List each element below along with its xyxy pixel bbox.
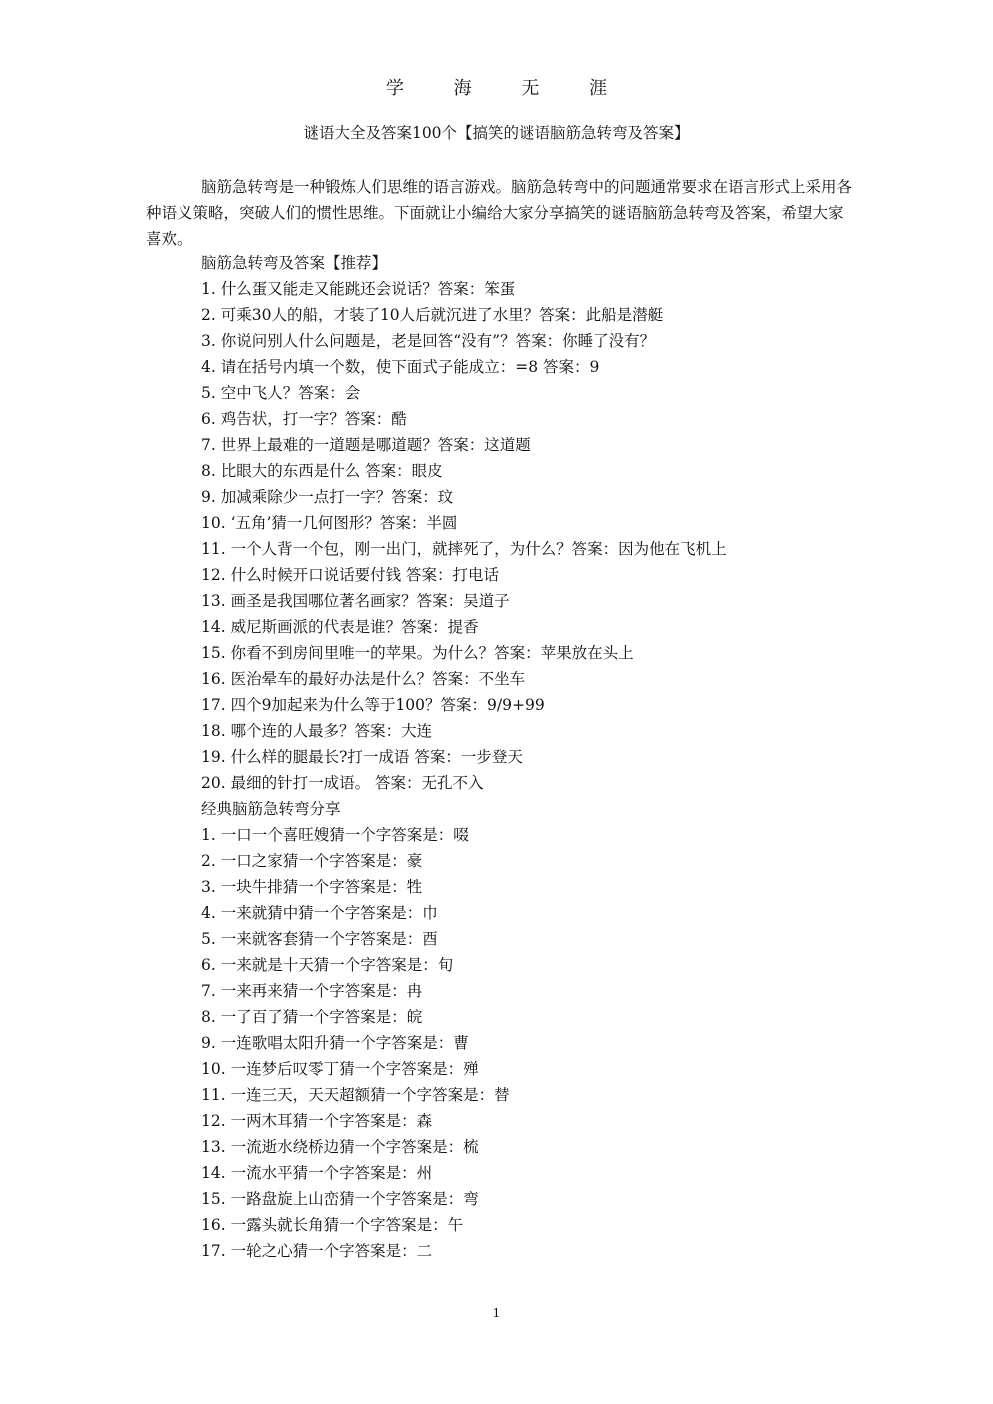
list-item: 7. 世界上最难的一道题是哪道题？答案：这道题	[201, 436, 531, 454]
page-header: 学 海 无 涯	[385, 78, 630, 99]
list-item: 10. ‘五角’猜一几何图形？答案：半圆	[201, 514, 458, 532]
list-item: 9. 加减乘除少一点打一字？答案：玟	[201, 488, 454, 506]
list-item: 2. 可乘30人的船，才装了10人后就沉进了水里？答案：此船是潜艇	[201, 306, 664, 324]
list-item: 10. 一连梦后叹零丁猜一个字答案是：殚	[201, 1060, 479, 1078]
list-item: 17. 一轮之心猜一个字答案是：二	[201, 1242, 433, 1260]
list-item: 1. 什么蛋又能走又能跳还会说话？答案：笨蛋	[201, 280, 516, 298]
list-item: 13. 画圣是我国哪位著名画家？答案：吴道子	[201, 592, 510, 610]
list-item: 6. 一来就是十天猜一个字答案是：旬	[201, 956, 454, 974]
list-item: 11. 一个人背一个包，刚一出门，就摔死了，为什么？答案：因为他在飞机上	[201, 540, 727, 558]
list-item: 14. 一流水平猜一个字答案是：州	[201, 1164, 433, 1182]
list-item: 12. 什么时候开口说话要付钱 答案：打电话	[201, 566, 500, 584]
riddle-list-recommended	[201, 276, 727, 796]
list-item: 3. 你说问别人什么问题是，老是回答“没有”？答案：你睡了没有？	[201, 332, 656, 350]
list-item: 1. 一口一个喜旺嫂猜一个字答案是：啜	[201, 826, 469, 844]
section-heading-recommended: 脑筋急转弯及答案【推荐】	[201, 254, 388, 272]
list-item: 14. 威尼斯画派的代表是谁？答案：提香	[201, 618, 479, 636]
section-heading-classic: 经典脑筋急转弯分享	[201, 800, 341, 818]
list-item: 18. 哪个连的人最多？答案：大连	[201, 722, 433, 740]
list-item: 2. 一口之家猜一个字答案是：豪	[201, 852, 423, 870]
list-item: 8. 一了百了猜一个字答案是：皖	[201, 1008, 423, 1026]
list-item: 9. 一连歌唱太阳升猜一个字答案是：曹	[201, 1034, 469, 1052]
list-item: 20. 最细的针打一成语。 答案：无孔不入	[201, 774, 484, 792]
riddle-list-classic	[201, 822, 510, 1264]
list-item: 4. 一来就猜中猜一个字答案是：巾	[201, 904, 438, 922]
list-item: 8. 比眼大的东西是什么 答案：眼皮	[201, 462, 443, 480]
list-item: 5. 空中飞人？答案：会	[201, 384, 361, 402]
list-item: 15. 你看不到房间里唯一的苹果。为什么？答案：苹果放在头上	[201, 644, 634, 662]
list-item: 7. 一来再来猜一个字答案是：冉	[201, 982, 423, 1000]
intro-paragraph: 脑筋急转弯是一种锻炼人们思维的语言游戏。脑筋急转弯中的问题通常要求在语言形式上采用各种语义策略，突破人们的惯性思维。下面就让小编给大家分享搞笑的谜语脑筋急转弯及答案，希望大家喜欢。	[146, 178, 853, 248]
list-item: 16. 医治晕车的最好办法是什么？答案：不坐车	[201, 670, 526, 688]
list-item: 19. 什么样的腿最长?打一成语 答案：一步登天	[201, 748, 523, 766]
list-item: 11. 一连三天，天天超额猜一个字答案是：替	[201, 1086, 510, 1104]
list-item: 3. 一块牛排猜一个字答案是：牲	[201, 878, 423, 896]
list-item: 17. 四个9加起来为什么等于100？答案：9/9+99	[201, 696, 545, 714]
list-item: 5. 一来就客套猜一个字答案是：酉	[201, 930, 438, 948]
list-item: 12. 一两木耳猜一个字答案是：森	[201, 1112, 433, 1130]
list-item: 15. 一路盘旋上山峦猜一个字答案是：弯	[201, 1190, 479, 1208]
list-item: 16. 一露头就长角猜一个字答案是：午	[201, 1216, 464, 1234]
list-item: 4. 请在括号内填一个数，使下面式子能成立：=8 答案：9	[201, 358, 600, 376]
document-title: 谜语大全及答案100个【搞笑的谜语脑筋急转弯及答案】	[303, 124, 690, 142]
page-number: 1	[492, 1306, 501, 1320]
list-item: 13. 一流逝水绕桥边猜一个字答案是：梳	[201, 1138, 479, 1156]
list-item: 6. 鸡告状，打一字？答案：酷	[201, 410, 407, 428]
